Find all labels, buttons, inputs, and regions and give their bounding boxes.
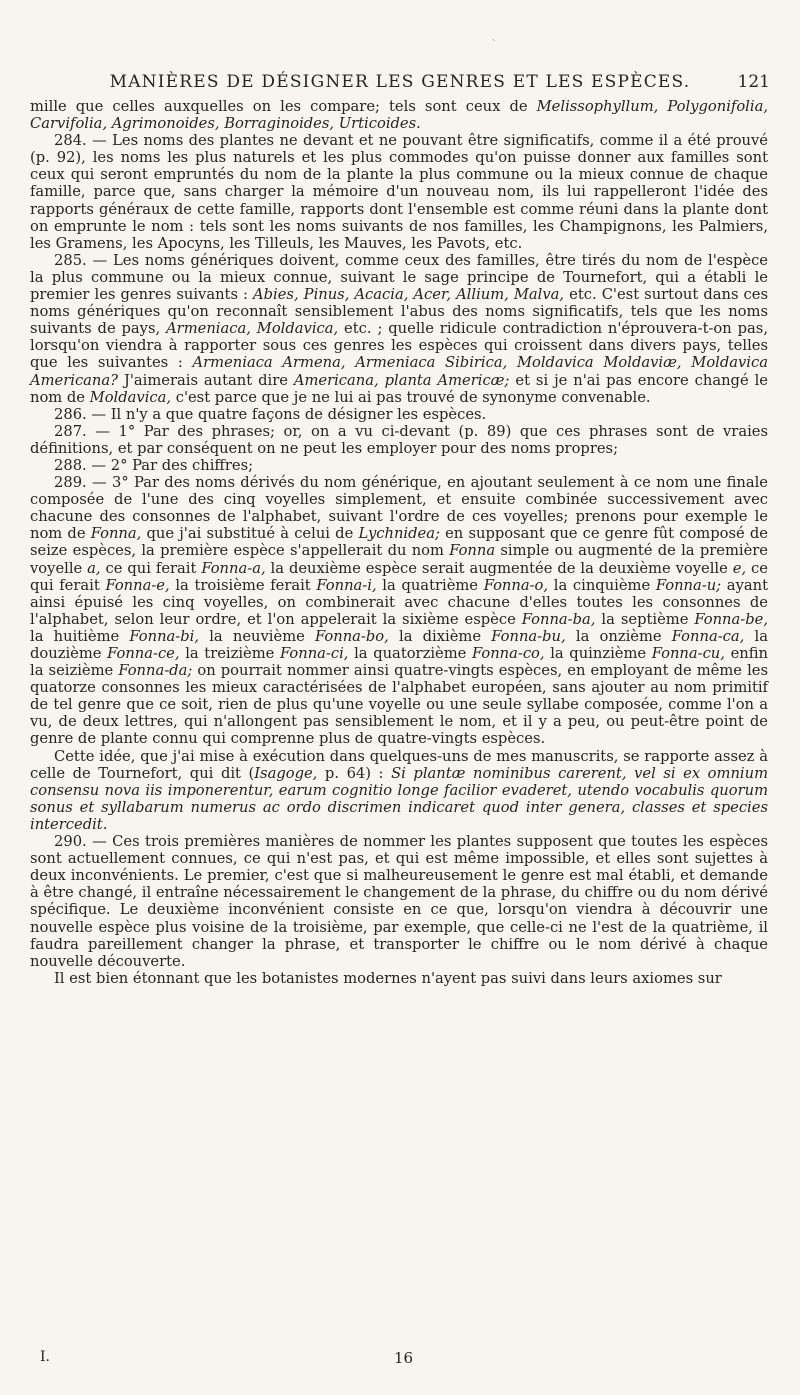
paragraph-cont <box>30 98 768 132</box>
paragraph-285 <box>30 252 768 406</box>
text-run: simple ou augmenté de la première voyelle <box>30 542 768 577</box>
italic-run: Isagoge, <box>254 764 318 782</box>
italic-run: Abies, Pinus, Acacia, Acer, Allium, Malva, <box>253 286 565 304</box>
paragraph-288 <box>30 457 768 474</box>
running-head <box>0 72 800 96</box>
text-run: enfin la seizième <box>30 645 768 680</box>
paragraph-287 <box>30 423 768 457</box>
paragraph-286 <box>30 406 768 423</box>
italic-run: Americana, planta Americæ; <box>293 371 510 389</box>
paragraph-284 <box>30 132 768 252</box>
text-run: la douzième <box>30 627 768 662</box>
italic-run: Fonna-e, <box>105 576 170 594</box>
text-run: 288. — 2° Par des chiffres; <box>54 456 254 474</box>
italic-run: Fonna-ca, <box>671 627 745 645</box>
italic-run: Melissophyllum, Polygonifolia, Carvifolia, Agrimonoides, Borraginoides, Urticoides. <box>30 98 768 133</box>
page-footer <box>0 1349 800 1369</box>
text-run: etc. C'est surtout dans ces noms génériques qu'on reconnaît sensiblement l'abus des noms significatifs, tels que les noms suivants de pays, <box>30 286 768 338</box>
page-number: 121 <box>737 72 770 92</box>
text-run: la deuxième espèce serait augmentée de la deuxième voyelle <box>265 559 733 577</box>
text-run: la cinquième <box>548 576 656 594</box>
text-run: ayant ainsi épuisé les cinq voyelles, on combinerait avec chacune d'elles toutes les consonnes de l'alphabet, selon leur ordre, et l'on appelerait la sixième espèce <box>30 576 768 628</box>
paragraph-idee <box>30 748 768 833</box>
text-run: la quatorzième <box>348 645 472 662</box>
print-mark: ` <box>492 40 497 50</box>
italic-run: Fonna-ci, <box>280 645 349 662</box>
italic-run: Fonna-ce, <box>107 645 180 662</box>
italic-run: Fonna-bo, <box>315 627 389 645</box>
paragraph-290 <box>30 833 768 970</box>
text-run: 285. — Les noms génériques doivent, comme ceux des familles, être tirés du nom de l'espèce la plus commune ou la mieux connue, suivant le sage principe de Tournefort, qui a établi le premier les genres suivants : <box>30 251 768 304</box>
text-run: 289. — 3° Par des noms dérivés du nom générique, en ajoutant seulement à ce nom une finale composée de l'une des cinq voyelles simplement, et ensuite combinée successivement avec chacune des consonnes de l'alphabet, suivant l'ordre de ces voyelles; prenons pour exemple le nom de <box>30 474 768 543</box>
text-run: la troisième ferait <box>169 576 317 594</box>
text-run: la onzième <box>565 627 672 645</box>
italic-run: Fonna-o, <box>483 576 549 594</box>
italic-run: Moldavica, <box>89 388 172 406</box>
text-run: J'aimerais autant dire <box>118 371 294 389</box>
text-run: p. 64) : <box>317 764 392 782</box>
sheet-number: 16 <box>394 1349 414 1367</box>
text-run: Il est bien étonnant que les botanistes modernes n'ayent pas suivi dans leurs axiomes sur <box>54 969 722 987</box>
running-title: MANIÈRES DE DÉSIGNER LES GENRES ET LES ESPÈCES. <box>109 72 691 92</box>
italic-run: Fonna-be, <box>694 610 768 628</box>
text-run: et si je n'ai pas encore changé le nom de <box>30 371 768 406</box>
italic-run: Armeniaca, Moldavica, <box>166 320 339 338</box>
italic-run: Fonna-i, <box>316 576 377 594</box>
italic-run: Fonna <box>449 542 496 560</box>
text-run: c'est parce que je ne lui ai pas trouvé de synonyme convenable. <box>171 388 651 406</box>
text-run: on pourrait nommer ainsi quatre-vingts espèces, en employant de même les quatorze consonnes les mieux caractérisées de l'alphabet européen, sans ajouter au nom primitif de tel genre que ce soit, rien de plus qu'une voyelle ou une seule syllabe composée, comme l'on a vu, de deux lettres, qui n'allongent pas sensiblement le nom, et il y a peu, ou peut-être point de genre de plante connu qui comprenne plus de quatre-vingts espèces. <box>30 662 769 748</box>
italic-run: Fonna-cu, <box>651 645 725 662</box>
text-run: la neuvième <box>199 627 316 645</box>
text-run: 290. — Ces trois premières manières de nommer les plantes supposent que toutes les espèces sont actuellement connues, ce qui n'est pas, et qui est même impossible, et elles sont sujettes à deux inconvénients. Le premier, c'est que si malheureusement le genre est mal établi, et demande à être changé, il entraîne nécessairement le changement de la phrase, du chiffre ou du nom dérivé spécifique. Le deuxième inconvénient consiste en ce que, lorsqu'on viendra à découvrir une nouvelle espèce plus voisine de la troisième, par exemple, que celle-ci ne l'est de la quatrième, il faudra pareillement changer la phrase, et transporter le chiffre ou le nom dérivé à chaque nouvelle découverte. <box>30 833 768 970</box>
italic-run: Fonna-ba, <box>521 610 596 628</box>
text-run: 284. — Les noms des plantes ne devant et ne pouvant être significatifs, comme il a été prouvé (p. 92), les noms les plus naturels et les plus commodes qu'on puisse donner aux familles sont ceux qui seront empruntés du nom de la plante la plus commune ou la mieux connue de chaque famille, parce que, sans charger la mémoire d'un nouveau nom, ils lui rappelleront l'idée des rapports généraux de cette famille, rapports dont l'ensemble est comme réuni dans la plante dont on emprunte le nom : tels sont les noms suivants de nos familles, les Champignons, les Palmiers, les Gramens, les Apocyns, les Tilleuls, les Mauves, les Pavots, etc. <box>30 132 768 252</box>
paragraph-last <box>30 970 768 987</box>
paragraph-289 <box>30 474 768 748</box>
text-run: que j'ai substitué à celui de <box>141 525 359 543</box>
text-run: la quatrième <box>376 576 484 594</box>
italic-run: Fonna-a, <box>201 559 266 577</box>
italic-run: Si plantæ nominibus carerent, vel si ex omnium consensu nova iis imponerentur, earum cognitio longe facilior evaderet, utendo vocabulis quorum sonus et syllabarum numerus ac ordo discrimen indicaret quod inter genera, classes et species intercedit. <box>30 764 768 833</box>
text-run: ce qui ferait <box>100 559 202 577</box>
body-text <box>30 98 768 987</box>
text-run: la treizième <box>179 645 280 662</box>
text-run: la septième <box>595 610 695 628</box>
volume-signature: I. <box>40 1349 50 1365</box>
italic-run: Lychnidea; <box>358 525 440 543</box>
italic-run: Fonna, <box>90 525 142 543</box>
italic-run: Fonna-co, <box>471 645 545 662</box>
italic-run: Fonna-da; <box>118 662 193 680</box>
text-run: Cette idée, que j'ai mise à exécution dans quelques-uns de mes manuscrits, se rapporte assez à celle de Tournefort, qui dit ( <box>30 747 768 782</box>
text-run: en supposant que ce genre fût composé de seize espèces, la première espèce s'appellerait du nom <box>30 525 768 560</box>
text-run: la huitième <box>30 627 130 645</box>
italic-run: Fonna-bi, <box>129 627 200 645</box>
text-run: 286. — Il n'y a que quatre façons de désigner les espèces. <box>54 405 487 423</box>
italic-run: e, <box>732 559 747 577</box>
text-run: mille que celles auxquelles on les compare; tels sont ceux de <box>30 98 537 115</box>
text-run: etc. ; quelle ridicule contradiction n'éprouvera-t-on pas, lorsqu'on viendra à rapporter sous ces genres les espèces qui croissent dans divers pays, telles que les suivantes : <box>30 320 768 372</box>
italic-run: Fonna-bu, <box>491 627 566 645</box>
italic-run: a, <box>87 559 101 577</box>
text-run: 287. — 1° Par des phrases; or, on a vu ci-devant (p. 89) que ces phrases sont de vraies définitions, et par conséquent on ne peut les employer pour des noms propres; <box>30 422 768 457</box>
text-run: ce qui ferait <box>30 559 768 594</box>
italic-run: Armeniaca Armena, Armeniaca Sibirica, Moldavica Moldaviæ, Moldavica Americana? <box>30 354 768 389</box>
italic-run: Fonna-u; <box>655 576 722 594</box>
text-run: la dixième <box>388 627 492 645</box>
text-run: la quinzième <box>544 645 652 662</box>
